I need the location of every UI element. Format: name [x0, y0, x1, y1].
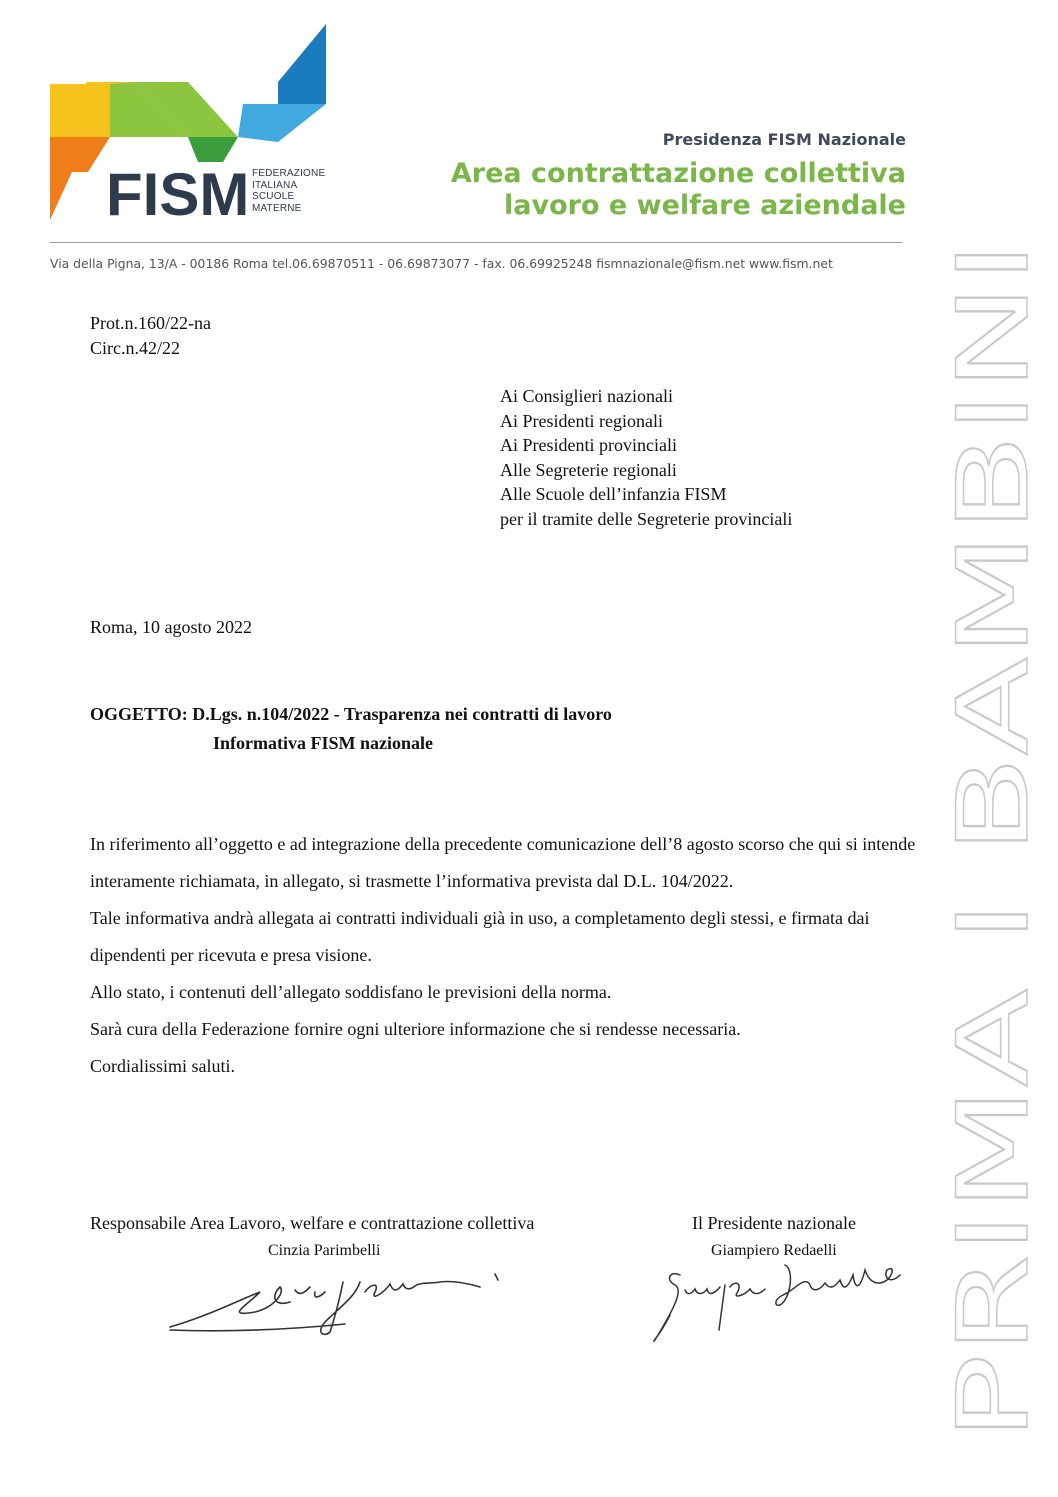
- recipient-line: per il tramite delle Segreterie provinciali: [500, 508, 793, 529]
- right-signer-role: Il Presidente nazionale: [692, 1213, 856, 1233]
- body-paragraph: Allo stato, i contenuti dell’allegato soddisfano le previsioni della norma.: [90, 982, 612, 1002]
- left-handwritten-signature: [165, 1262, 515, 1342]
- presidency-label: Presidenza FISM Nazionale: [662, 130, 906, 149]
- side-tagline: [927, 236, 1051, 1446]
- subject-line-2: Informativa FISM nazionale: [213, 733, 433, 753]
- protocol-block: [90, 311, 211, 361]
- recipients-block: [500, 384, 792, 532]
- subject-line-1: OGGETTO: D.Lgs. n.104/2022 - Trasparenza nei contratti di lavoro: [90, 704, 612, 724]
- address-line: Via della Pigna, 13/A - 00186 Roma tel.06.69870511 - 06.69873077 - fax. 06.69925248 fismnazionale@fism.net www.fism.net: [50, 256, 833, 271]
- recipient-line: Ai Presidenti regionali: [500, 410, 663, 431]
- body-paragraph: Cordialissimi saluti.: [90, 1056, 236, 1076]
- right-signer-name: Giampiero Redaelli: [711, 1242, 837, 1259]
- left-signer-name: Cinzia Parimbelli: [268, 1242, 381, 1259]
- recipient-line: Ai Presidenti provinciali: [500, 435, 677, 456]
- recipient-line: Ai Consiglieri nazionali: [500, 386, 673, 406]
- letter-body: [90, 826, 916, 1085]
- recipient-line: Alle Segreterie regionali: [500, 459, 677, 480]
- body-paragraph: In riferimento all’oggetto e ad integrazione della precedente comunicazione dell’8 agosto scorso che qui si intende interamente richiamata, in allegato, si trasmette l’informativa prevista dal D.L. 104/2022.: [90, 834, 916, 891]
- left-signer-role: Responsabile Area Lavoro, welfare e contrattazione collettiva: [90, 1213, 535, 1233]
- right-handwritten-signature: [625, 1245, 925, 1350]
- area-title: Area contrattazione collettiva lavoro e welfare aziendale: [450, 158, 906, 221]
- subject-block: [90, 700, 612, 758]
- recipient-line: Alle Scuole dell’infanzia FISM: [500, 484, 727, 505]
- body-paragraph: Sarà cura della Federazione fornire ogni ulteriore informazione che si rendesse necessaria.: [90, 1019, 741, 1039]
- letter-date: Roma, 10 agosto 2022: [90, 617, 252, 637]
- logo-wordmark: FISM: [106, 161, 250, 228]
- circular-number: Circ.n.42/22: [90, 338, 180, 358]
- body-paragraph: Tale informativa andrà allegata ai contratti individuali già in uso, a completamento degli stessi, e firmata dai dipendenti per ricevuta e presa visione.: [90, 908, 870, 965]
- protocol-number: Prot.n.160/22-na: [90, 313, 211, 333]
- header-divider: [50, 242, 902, 243]
- logo-subtitle: FEDERAZIONE ITALIANA SCUOLE MATERNE: [252, 168, 326, 214]
- svg-text:PRIMA I BAMBINI: PRIMA I BAMBINI: [937, 624, 1051, 1441]
